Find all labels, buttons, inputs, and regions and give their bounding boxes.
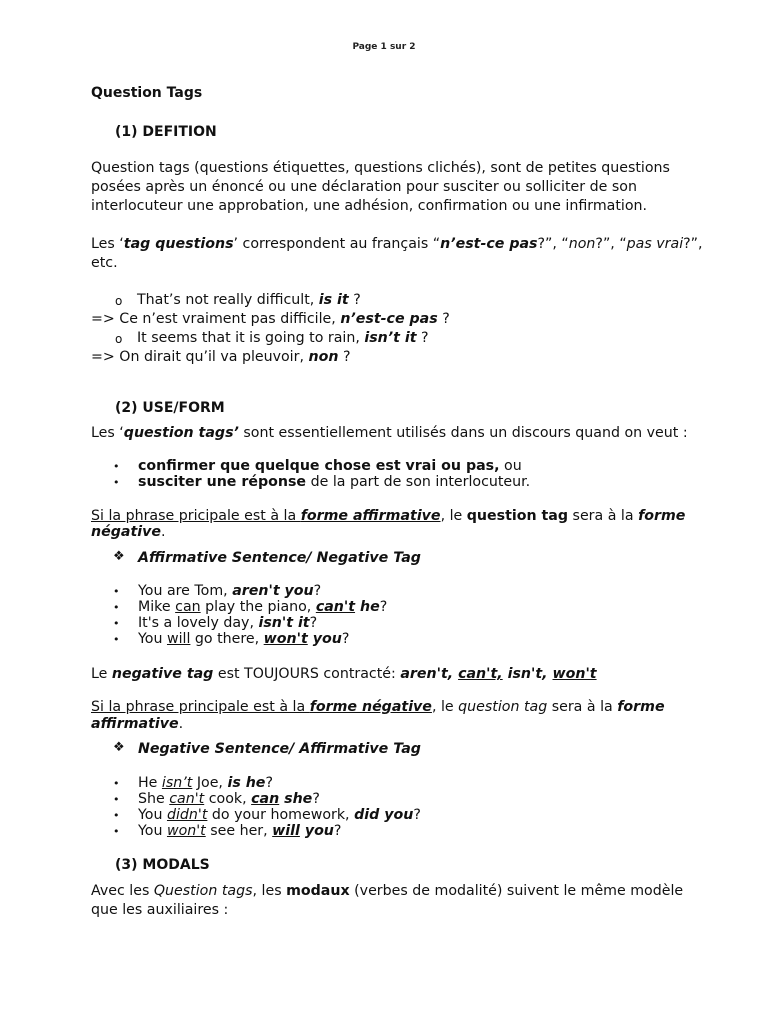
bullet-icon: • [113, 476, 120, 489]
bullet-icon: • [113, 617, 120, 630]
circle-bullet-icon: o [115, 332, 123, 346]
rule-negative-line-2: affirmative. [91, 716, 184, 732]
neg-example-2: She can't cook, can she? [138, 791, 320, 807]
bullet-icon: • [113, 633, 120, 646]
modals-line-2: que les auxiliaires : [91, 902, 229, 918]
diamond-bullet-icon: ❖ [113, 740, 125, 755]
section-2-heading: (2) USE/FORM [115, 400, 225, 416]
subheading-affirmative-negative: Affirmative Sentence/ Negative Tag [138, 550, 421, 566]
neg-example-4: You won't see her, will you? [138, 823, 342, 839]
modals-line-1: Avec les Question tags, les modaux (verbes de modalité) suivent le même modèle [91, 883, 684, 899]
use-intro: Les ‘question tags’ sont essentiellement utilisés dans un discours quand on veut : [91, 425, 688, 441]
neg-example-1: He isn’t Joe, is he? [138, 775, 273, 791]
rule-affirmative-line-1: Si la phrase pricipale est à la forme affirmative, le question tag sera à la forme [91, 508, 686, 524]
aff-example-2: Mike can play the piano, can't he? [138, 599, 388, 615]
definition-line-2: posées après un énoncé ou une déclaration pour susciter ou solliciter de son [91, 179, 637, 195]
section-3-heading: (3) MODALS [115, 857, 210, 873]
diamond-bullet-icon: ❖ [113, 549, 125, 564]
bullet-icon: • [113, 777, 120, 790]
document-title: Question Tags [91, 85, 203, 101]
rule-affirmative-line-2: négative. [91, 524, 166, 540]
aff-example-4: You will go there, won't you? [138, 631, 350, 647]
definition-line-1: Question tags (questions étiquettes, questions clichés), sont de petites questions [91, 160, 670, 176]
bullet-icon: • [113, 460, 120, 473]
bullet-icon: • [113, 825, 120, 838]
subheading-negative-affirmative: Negative Sentence/ Affirmative Tag [138, 741, 421, 757]
bullet-icon: • [113, 585, 120, 598]
definition-line-3: interlocuteur une approbation, une adhésion, confirmation ou une infirmation. [91, 198, 648, 214]
example-1-fr: => Ce n’est vraiment pas difficile, n’est-ce pas ? [91, 311, 450, 327]
rule-negative-line-1: Si la phrase principale est à la forme négative, le question tag sera à la forme [91, 699, 665, 715]
aff-example-3: It's a lovely day, isn't it? [138, 615, 318, 631]
use-bullet-2: susciter une réponse de la part de son interlocuteur. [138, 474, 531, 490]
section-1-heading: (1) DEFITION [115, 124, 217, 140]
example-1-en: That’s not really difficult, is it ? [137, 292, 361, 308]
aff-example-1: You are Tom, aren't you? [138, 583, 322, 599]
tag-questions-sentence: Les ‘tag questions’ correspondent au français “n’est-ce pas?”, “non?”, “pas vrai?”, [91, 236, 703, 252]
example-2-en: It seems that it is going to rain, isn’t it ? [137, 330, 429, 346]
neg-example-3: You didn't do your homework, did you? [138, 807, 421, 823]
circle-bullet-icon: o [115, 294, 123, 308]
use-bullet-1: confirmer que quelque chose est vrai ou pas, ou [138, 458, 522, 474]
example-2-fr: => On dirait qu’il va pleuvoir, non ? [91, 349, 351, 365]
bullet-icon: • [113, 809, 120, 822]
etc-text: etc. [91, 255, 118, 271]
bullet-icon: • [113, 793, 120, 806]
bullet-icon: • [113, 601, 120, 614]
page-number: Page 1 sur 2 [352, 42, 416, 52]
contraction-rule: Le negative tag est TOUJOURS contracté: aren't, can't, isn't, won't [91, 666, 597, 682]
